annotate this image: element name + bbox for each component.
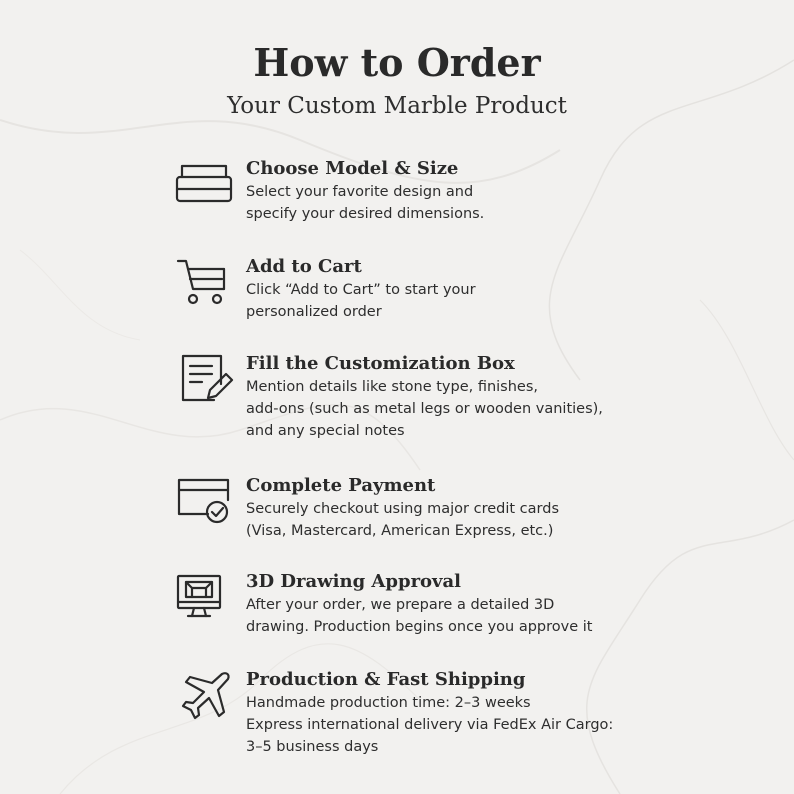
step-title: Production & Fast Shipping xyxy=(246,669,526,690)
step-description: Select your favorite design and specify your desired dimensions. xyxy=(246,184,485,222)
note-edit-icon xyxy=(174,354,234,404)
airplane-icon xyxy=(174,670,234,720)
step-description: After your order, we prepare a detailed 3D drawing. Production begins once you approve it xyxy=(246,597,593,635)
cart-icon xyxy=(174,257,234,307)
page-title: How to Order xyxy=(253,40,541,85)
sofa-icon xyxy=(174,159,234,209)
step-title: Add to Cart xyxy=(246,256,362,277)
step-description: Securely checkout using major credit cards (Visa, Mastercard, American Express, etc.) xyxy=(246,501,560,539)
card-check-icon xyxy=(174,476,234,526)
page-subtitle: Your Custom Marble Product xyxy=(227,93,567,119)
step-description: Click “Add to Cart” to start your personalized order xyxy=(246,282,476,320)
step-title: Fill the Customization Box xyxy=(246,353,515,374)
step-title: Complete Payment xyxy=(246,475,436,496)
monitor-drawing-icon xyxy=(174,572,234,622)
step-title: Choose Model & Size xyxy=(246,158,459,179)
step-description: Handmade production time: 2–3 weeks Express international delivery via FedEx Air Cargo: 3–5 business days xyxy=(246,695,614,755)
step-title: 3D Drawing Approval xyxy=(246,571,462,592)
step-description: Mention details like stone type, finishes, add-ons (such as metal legs or wooden vanities), and any special notes xyxy=(246,379,603,439)
